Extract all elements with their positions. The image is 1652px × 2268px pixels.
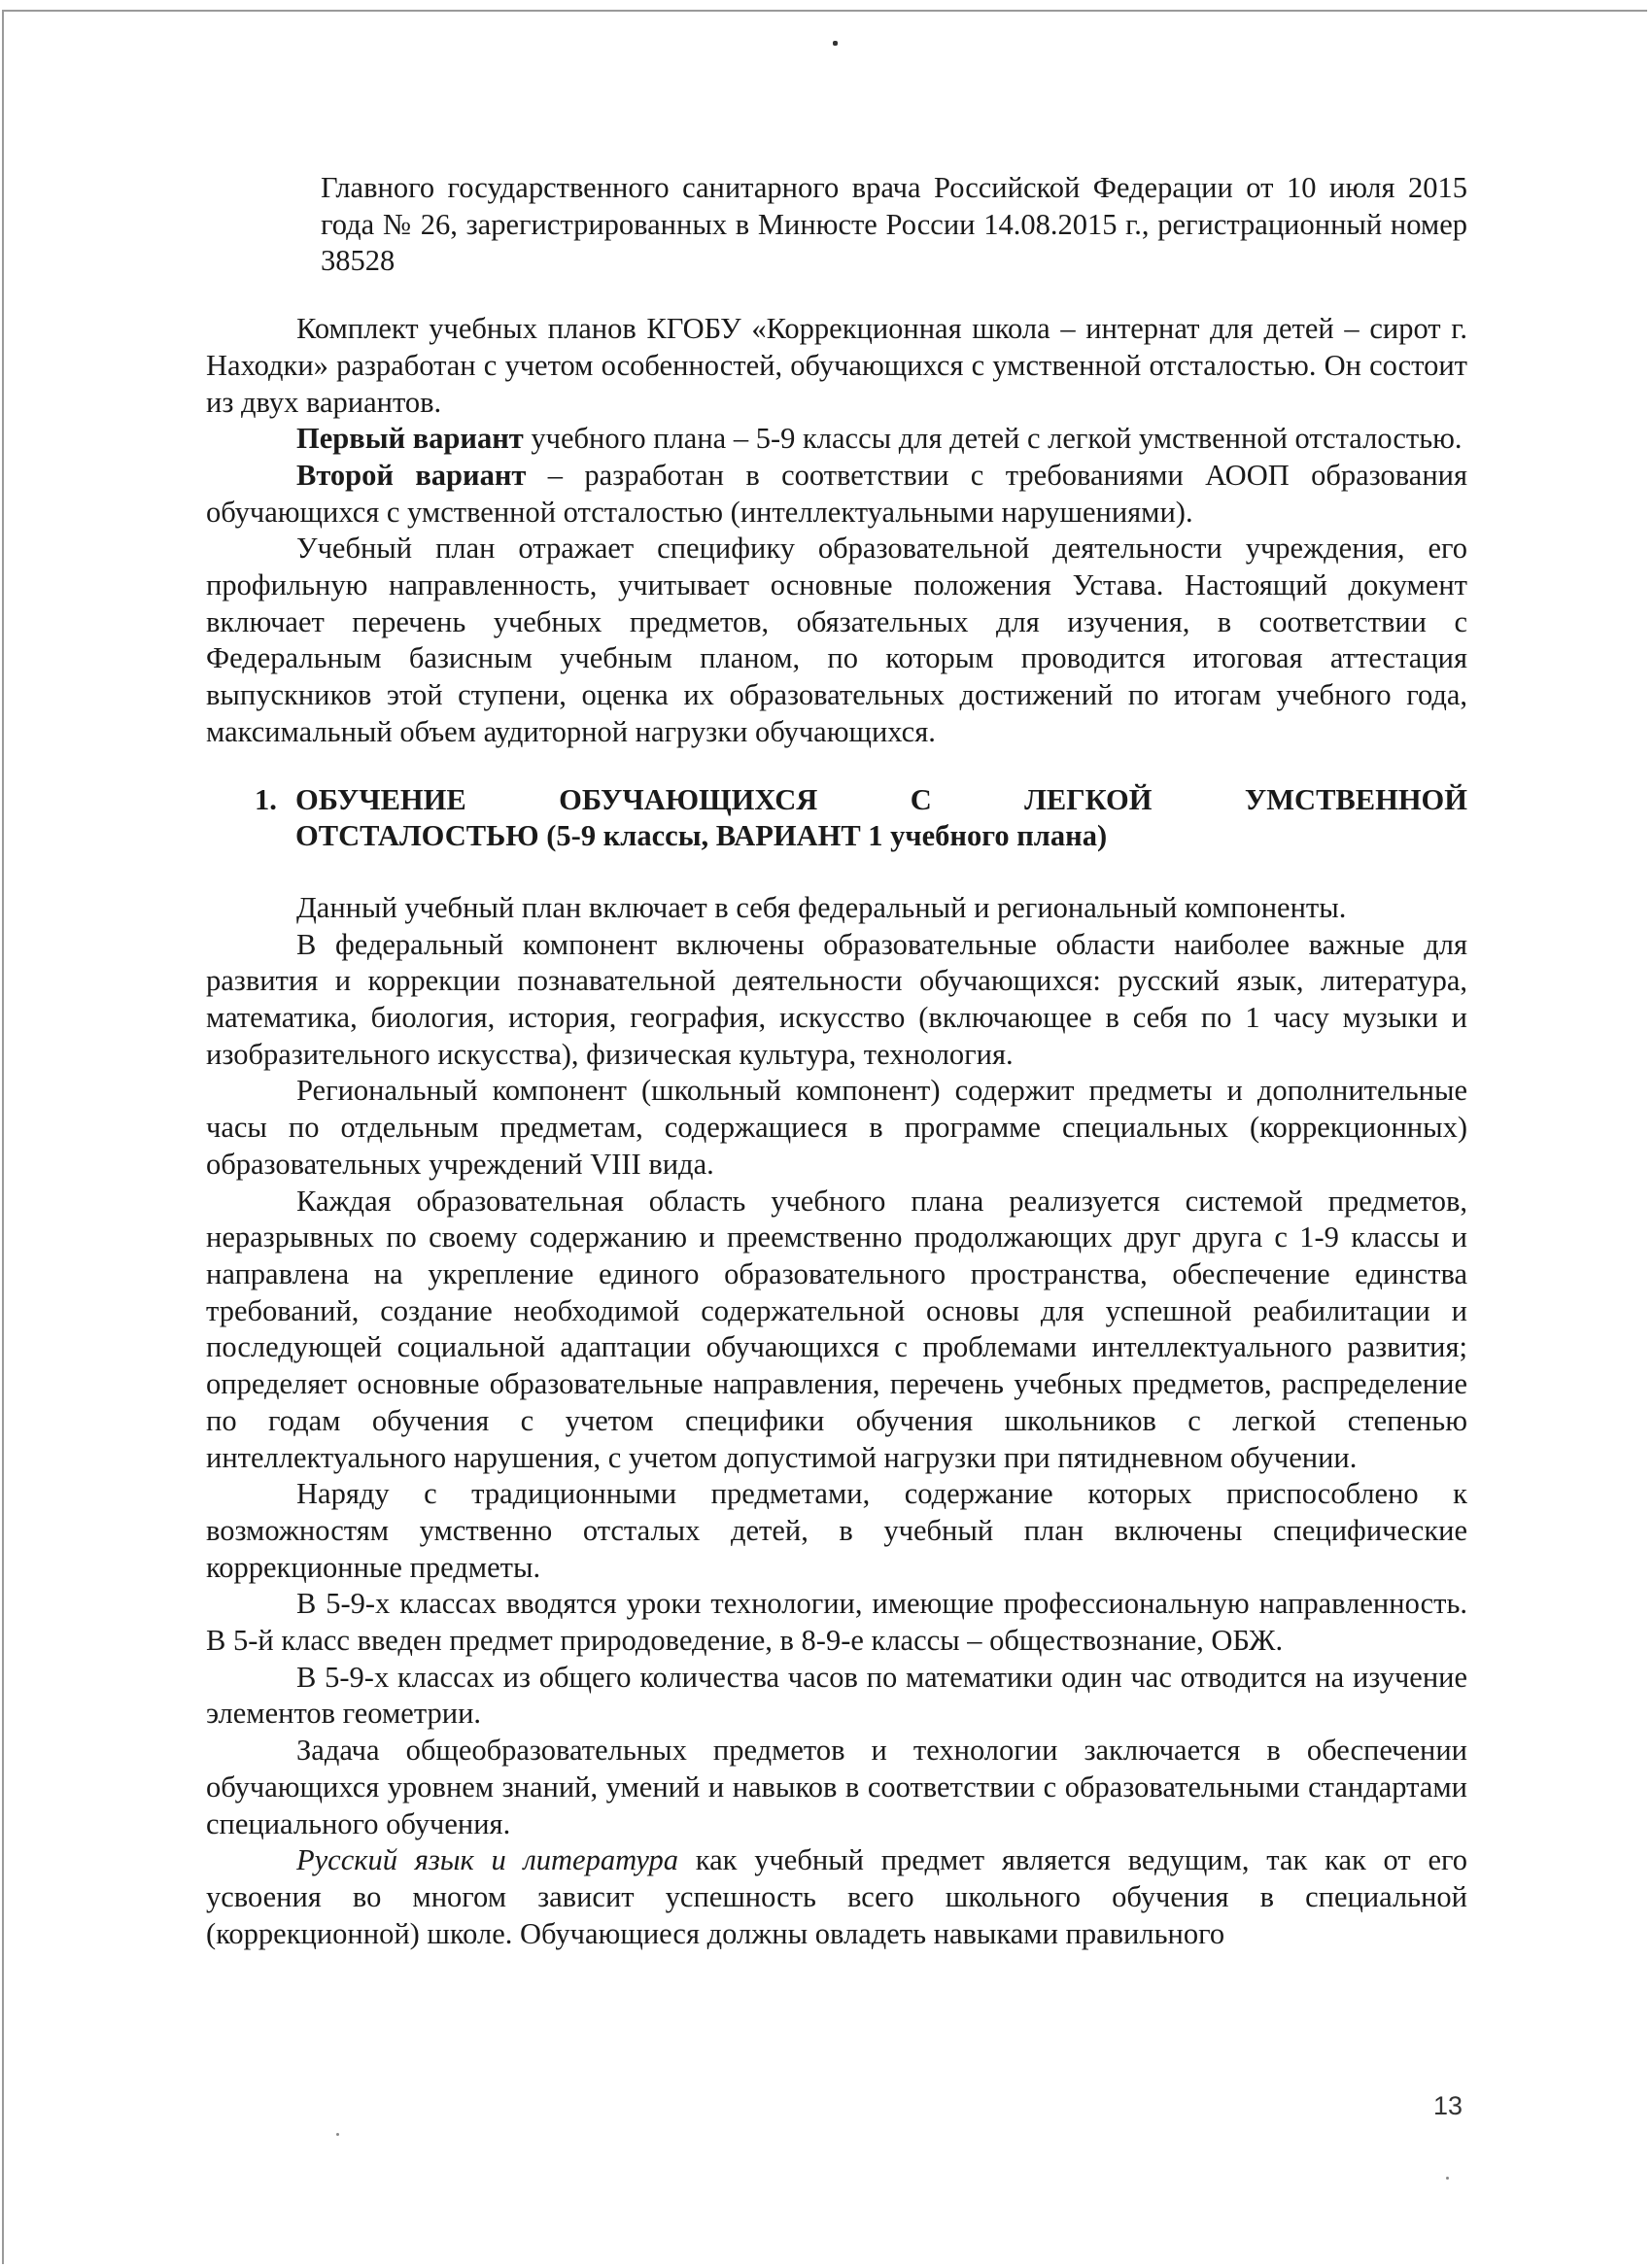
- paragraph-variant-1: [206, 421, 1467, 458]
- scan-dot: [1446, 2177, 1449, 2180]
- section-title-word: ОБУЧАЮЩИХСЯ: [559, 782, 818, 816]
- section-title-line-2: ОТСТАЛОСТЬЮ (5-9 классы, ВАРИАНТ 1 учебного плана): [295, 819, 1108, 853]
- paragraph-variant-2: [206, 458, 1467, 531]
- russian-subject: Русский язык и литература: [296, 1843, 679, 1877]
- paragraph-russian: [206, 1842, 1467, 1952]
- variant-1-text: учебного плана – 5-9 классы для детей с легкой умственной отсталостью.: [523, 422, 1463, 456]
- paragraph-regional: Региональный компонент (школьный компонент) содержит предметы и дополнительные часы по отдельным предметам, содержащиеся в программе специальных (коррекционных) образовательных учреждений VIII вида.: [206, 1074, 1467, 1181]
- paragraph-complect: Комплект учебных планов КГОБУ «Коррекционная школа – интернат для детей – сирот г. Находки» разработан с учетом особенностей, обучающихся с умственной отсталостью. Он состоит из двух вариантов.: [206, 312, 1467, 419]
- paragraph-federal: В федеральный компонент включены образовательные области наиболее важные для развития и коррекции познавательной деятельности обучающихся: русский язык, литература, математика, биология, история, география, искусство (включающее в себя по 1 часу музыки и изобразительного искусства), физическая культура, технология.: [206, 927, 1467, 1071]
- section-number: 1.: [255, 782, 277, 816]
- section-title-word: ОБУЧЕНИЕ: [295, 782, 466, 816]
- variant-1-label: Первый вариант: [296, 422, 524, 456]
- variant-2-text: – разработан в соответствии с требованиями АООП образования обучающихся с умственной отсталостью (интеллектуальными нарушениями).: [206, 458, 1467, 529]
- paragraph-plan: Учебный план отражает специфику образовательной деятельности учреждения, его профильную направленность, учитывает основные положения Устава. Настоящий документ включает перечень учебных предметов, обязательных для изучения, в соответствии с Федеральным базисным учебным планом, по которым проводится итоговая аттестация выпускников этой ступени, оценка их образовательных достижений по итогам учебного года, максимальный объем аудиторной нагрузки обучающихся.: [206, 532, 1467, 748]
- section-heading: [206, 782, 1467, 855]
- document-body: [206, 170, 1467, 1952]
- paragraph-technology: В 5-9-х классах вводятся уроки технологии, имеющие профессиональную направленность. В 5-й класс введен предмет природоведение, в 8-9-е классы – обществознание, ОБЖ.: [206, 1587, 1467, 1658]
- section-title-word: С: [910, 782, 932, 816]
- paragraph-task: Задача общеобразовательных предметов и технологии заключается в обеспечении обучающихся уровнем знаний, умений и навыков в соответствии с образовательными стандартами специального обучения.: [206, 1734, 1467, 1840]
- scan-speck: [833, 41, 838, 46]
- intro-continuation: Главного государственного санитарного врача Российской Федерации от 10 июля 2015 года № 26, зарегистрированных в Минюсте России 14.08.2015 г., регистрационный номер 38528: [321, 171, 1467, 278]
- paragraph-traditional: Наряду с традиционными предметами, содержание которых приспособлено к возможностям умственно отсталых детей, в учебный план включены специфические коррекционные предметы.: [206, 1477, 1467, 1584]
- page-number: 13: [1433, 2091, 1463, 2120]
- scan-dot: [336, 2133, 339, 2136]
- variant-2-label: Второй вариант: [296, 458, 527, 492]
- paragraph-geometry: В 5-9-х классах из общего количества часов по математики один час отводится на изучение элементов геометрии.: [206, 1660, 1467, 1731]
- paragraph-areas: Каждая образовательная область учебного плана реализуется системой предметов, неразрывных по своему содержанию и преемственно продолжающих друг друга с 1-9 классы и направлена на укрепление единого образовательного пространства, обеспечение единства требований, создание необходимой содержательной основы для успешной реабилитации и последующей социальной адаптации обучающихся с проблемами интеллектуального развития; определяет основные образовательные направления, перечень учебных предметов, распределение по годам обучения с учетом специфики обучения школьников с легкой степенью интеллектуального нарушения, с учетом допустимой нагрузки при пятидневном обучении.: [206, 1184, 1467, 1474]
- section-title-word: УМСТВЕННОЙ: [1244, 782, 1467, 816]
- russian-text: как учебный предмет является ведущим, так как от его усвоения во многом зависит успешность всего школьного обучения в специальной (коррекционной) школе. Обучающиеся должны овладеть навыками правильного: [206, 1843, 1468, 1950]
- section-title-word: ЛЕГКОЙ: [1024, 782, 1153, 816]
- paragraph-components: Данный учебный план включает в себя федеральный и региональный компоненты.: [296, 890, 1347, 924]
